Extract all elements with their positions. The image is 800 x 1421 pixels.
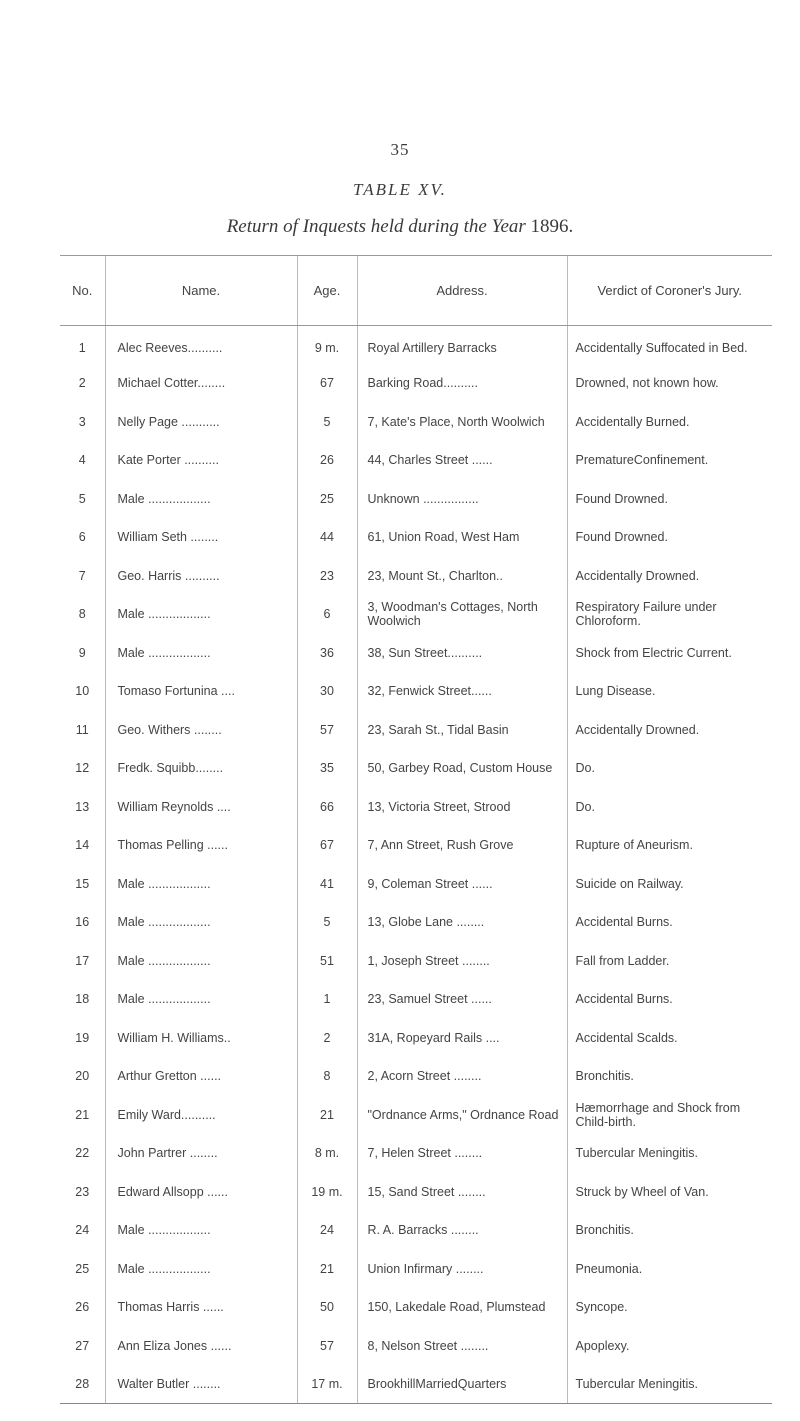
- column-header-verdict: Verdict of Coroner's Jury.: [567, 256, 772, 326]
- row-address: 13, Globe Lane ........: [357, 903, 567, 942]
- table-row: [60, 1096, 772, 1135]
- row-name: William Seth ........: [105, 518, 297, 557]
- row-address: 23, Mount St., Charlton..: [357, 557, 567, 596]
- row-address: 31A, Ropeyard Rails ....: [357, 1019, 567, 1058]
- row-number: 2: [78, 376, 86, 391]
- row-name: Male ..................: [105, 942, 297, 981]
- row-age: 67: [297, 364, 357, 403]
- row-age: 23: [297, 557, 357, 596]
- row-age: 51: [297, 942, 357, 981]
- row-name: Geo. Harris ..........: [105, 557, 297, 596]
- row-verdict: Accidentally Burned.: [567, 403, 772, 442]
- table-row: [60, 364, 772, 403]
- subtitle-year: 1896.: [530, 216, 574, 237]
- table-row: [60, 634, 772, 673]
- table-body: [60, 326, 772, 1404]
- row-number: 12: [75, 761, 90, 776]
- row-name: Nelly Page ...........: [105, 403, 297, 442]
- column-header-no: No.: [60, 256, 105, 326]
- row-verdict: Bronchitis.: [567, 1211, 772, 1250]
- row-age: 57: [297, 1327, 357, 1366]
- row-age: 35: [297, 749, 357, 788]
- row-address: 7, Ann Street, Rush Grove: [357, 826, 567, 865]
- row-address: 150, Lakedale Road, Plumstead: [357, 1288, 567, 1327]
- row-number: 26: [75, 1300, 90, 1315]
- table-subtitle: [0, 216, 800, 238]
- row-verdict: Pneumonia.: [567, 1250, 772, 1289]
- table-row: [60, 865, 772, 904]
- row-number: 19: [75, 1030, 90, 1045]
- row-verdict: Syncope.: [567, 1288, 772, 1327]
- table-row: [60, 1288, 772, 1327]
- row-name: Ann Eliza Jones ......: [105, 1327, 297, 1366]
- table-row: [60, 788, 772, 827]
- row-verdict: Struck by Wheel of Van.: [567, 1173, 772, 1212]
- row-age: 67: [297, 826, 357, 865]
- page-number: 35: [390, 140, 410, 159]
- table-row: [60, 1365, 772, 1404]
- row-address: Union Infirmary ........: [357, 1250, 567, 1289]
- row-name: John Partrer ........: [105, 1134, 297, 1173]
- row-number: 11: [75, 722, 89, 737]
- row-age: 9 m.: [297, 326, 357, 365]
- row-number: 25: [75, 1261, 90, 1276]
- table-row: [60, 1057, 772, 1096]
- row-verdict: Tubercular Meningitis.: [567, 1134, 772, 1173]
- row-name: Thomas Pelling ......: [105, 826, 297, 865]
- row-address: BrookhillMarriedQuarters: [357, 1365, 567, 1404]
- row-name: William H. Williams..: [105, 1019, 297, 1058]
- row-number: 16: [75, 915, 90, 930]
- row-name: Male ..................: [105, 980, 297, 1019]
- row-address: R. A. Barracks ........: [357, 1211, 567, 1250]
- table-row: [60, 480, 772, 519]
- row-age: 6: [297, 595, 357, 634]
- row-age: 5: [297, 903, 357, 942]
- row-number: 8: [78, 607, 86, 622]
- row-number: 14: [75, 838, 90, 853]
- row-age: 8: [297, 1057, 357, 1096]
- row-number: 18: [75, 992, 90, 1007]
- table-row: [60, 672, 772, 711]
- row-age: 57: [297, 711, 357, 750]
- table-row: [60, 441, 772, 480]
- row-number: 3: [78, 414, 86, 429]
- row-address: 1, Joseph Street ........: [357, 942, 567, 981]
- row-number: 5: [78, 491, 86, 506]
- table-row: [60, 403, 772, 442]
- row-name: William Reynolds ....: [105, 788, 297, 827]
- row-number: 13: [75, 799, 90, 814]
- inquests-table: [60, 255, 772, 1404]
- row-address: 15, Sand Street ........: [357, 1173, 567, 1212]
- row-address: 44, Charles Street ......: [357, 441, 567, 480]
- row-number: 27: [75, 1338, 90, 1353]
- row-number: 28: [60, 1365, 105, 1404]
- row-age: 41: [297, 865, 357, 904]
- row-address: 8, Nelson Street ........: [357, 1327, 567, 1366]
- row-number: 15: [75, 876, 90, 891]
- row-number: 24: [75, 1223, 90, 1238]
- row-age: 24: [297, 1211, 357, 1250]
- table-header-row: [60, 256, 772, 326]
- row-address: 23, Samuel Street ......: [357, 980, 567, 1019]
- table-row: [60, 903, 772, 942]
- row-name: Michael Cotter........: [105, 364, 297, 403]
- row-address: "Ordnance Arms," Ordnance Road: [357, 1096, 567, 1135]
- row-name: Alec Reeves..........: [105, 326, 297, 365]
- row-verdict: Accidentally Drowned.: [567, 711, 772, 750]
- table-row: [60, 980, 772, 1019]
- row-name: Arthur Gretton ......: [105, 1057, 297, 1096]
- row-verdict: Apoplexy.: [567, 1327, 772, 1366]
- row-verdict: Accidental Burns.: [567, 980, 772, 1019]
- row-name: Edward Allsopp ......: [105, 1173, 297, 1212]
- table-row: [60, 826, 772, 865]
- row-address: 61, Union Road, West Ham: [357, 518, 567, 557]
- column-header-age: Age.: [297, 256, 357, 326]
- row-verdict: Respiratory Failure under Chloroform.: [567, 595, 772, 634]
- column-header-address: Address.: [357, 256, 567, 326]
- table-row: [60, 1211, 772, 1250]
- row-verdict: Tubercular Meningitis.: [567, 1365, 772, 1404]
- row-name: Male ..................: [105, 903, 297, 942]
- row-age: 2: [297, 1019, 357, 1058]
- row-age: 44: [297, 518, 357, 557]
- row-name: Male ..................: [105, 634, 297, 673]
- row-age: 25: [297, 480, 357, 519]
- row-age: 30: [297, 672, 357, 711]
- row-verdict: PrematureConfinement.: [567, 441, 772, 480]
- table-row: [60, 749, 772, 788]
- row-number: 4: [78, 453, 86, 468]
- table-row: [60, 942, 772, 981]
- table-row: [60, 518, 772, 557]
- row-address: 7, Kate's Place, North Woolwich: [357, 403, 567, 442]
- table-row: [60, 1250, 772, 1289]
- row-number: 22: [75, 1146, 90, 1161]
- table-row: [60, 557, 772, 596]
- row-age: 19 m.: [297, 1173, 357, 1212]
- row-age: 21: [297, 1250, 357, 1289]
- row-age: 26: [297, 441, 357, 480]
- row-verdict: Drowned, not known how.: [567, 364, 772, 403]
- row-address: 23, Sarah St., Tidal Basin: [357, 711, 567, 750]
- row-age: 1: [297, 980, 357, 1019]
- row-name: Tomaso Fortunina ....: [105, 672, 297, 711]
- row-age: 8 m.: [297, 1134, 357, 1173]
- table-row: [60, 326, 772, 365]
- row-verdict: Accidentally Drowned.: [567, 557, 772, 596]
- table-row: [60, 1173, 772, 1212]
- row-verdict: Do.: [567, 788, 772, 827]
- row-address: 9, Coleman Street ......: [357, 865, 567, 904]
- row-address: 2, Acorn Street ........: [357, 1057, 567, 1096]
- row-verdict: Shock from Electric Current.: [567, 634, 772, 673]
- row-verdict: Accidentally Suffocated in Bed.: [567, 326, 772, 365]
- row-number: 1: [78, 341, 86, 355]
- subtitle-text: Return of Inquests held during the Year: [226, 216, 526, 237]
- table-title: TABLE XV.: [353, 180, 447, 199]
- row-age: 5: [297, 403, 357, 442]
- row-name: Male ..................: [105, 865, 297, 904]
- row-name: Kate Porter ..........: [105, 441, 297, 480]
- row-verdict: Bronchitis.: [567, 1057, 772, 1096]
- row-name: Geo. Withers ........: [105, 711, 297, 750]
- row-number: 20: [75, 1069, 90, 1084]
- row-verdict: Do.: [567, 749, 772, 788]
- row-number: 21: [75, 1107, 90, 1122]
- row-verdict: Lung Disease.: [567, 672, 772, 711]
- row-verdict: Fall from Ladder.: [567, 942, 772, 981]
- row-address: 50, Garbey Road, Custom House: [357, 749, 567, 788]
- row-verdict: Accidental Burns.: [567, 903, 772, 942]
- row-number: 9: [78, 645, 86, 660]
- row-name: Male ..................: [105, 1211, 297, 1250]
- row-number: 7: [78, 568, 86, 583]
- row-address: Barking Road..........: [357, 364, 567, 403]
- row-address: 7, Helen Street ........: [357, 1134, 567, 1173]
- row-number: 23: [75, 1184, 90, 1199]
- row-verdict: Accidental Scalds.: [567, 1019, 772, 1058]
- table-row: [60, 595, 772, 634]
- row-number: 10: [75, 684, 90, 699]
- row-name: Fredk. Squibb........: [105, 749, 297, 788]
- row-age: 36: [297, 634, 357, 673]
- table-row: [60, 1019, 772, 1058]
- row-number: 6: [78, 530, 86, 545]
- row-name: Emily Ward..........: [105, 1096, 297, 1135]
- table-row: [60, 1134, 772, 1173]
- table-row: [60, 711, 772, 750]
- row-address: Royal Artillery Barracks: [357, 326, 567, 365]
- row-age: 17 m.: [297, 1365, 357, 1404]
- row-address: 38, Sun Street..........: [357, 634, 567, 673]
- row-verdict: Found Drowned.: [567, 480, 772, 519]
- row-name: Walter Butler ........: [105, 1365, 297, 1404]
- row-age: 21: [297, 1096, 357, 1135]
- row-address: 13, Victoria Street, Strood: [357, 788, 567, 827]
- row-address: 32, Fenwick Street......: [357, 672, 567, 711]
- row-address: Unknown ................: [357, 480, 567, 519]
- row-age: 50: [297, 1288, 357, 1327]
- row-name: Thomas Harris ......: [105, 1288, 297, 1327]
- row-verdict: Hæmorrhage and Shock from Child-birth.: [567, 1096, 772, 1135]
- row-verdict: Rupture of Aneurism.: [567, 826, 772, 865]
- row-verdict: Found Drowned.: [567, 518, 772, 557]
- row-number: 17: [75, 953, 90, 968]
- column-header-name: Name.: [105, 256, 297, 326]
- row-verdict: Suicide on Railway.: [567, 865, 772, 904]
- row-name: Male ..................: [105, 480, 297, 519]
- row-age: 66: [297, 788, 357, 827]
- row-name: Male ..................: [105, 1250, 297, 1289]
- row-address: 3, Woodman's Cottages, North Woolwich: [357, 595, 567, 634]
- table-row: [60, 1327, 772, 1366]
- row-name: Male ..................: [105, 595, 297, 634]
